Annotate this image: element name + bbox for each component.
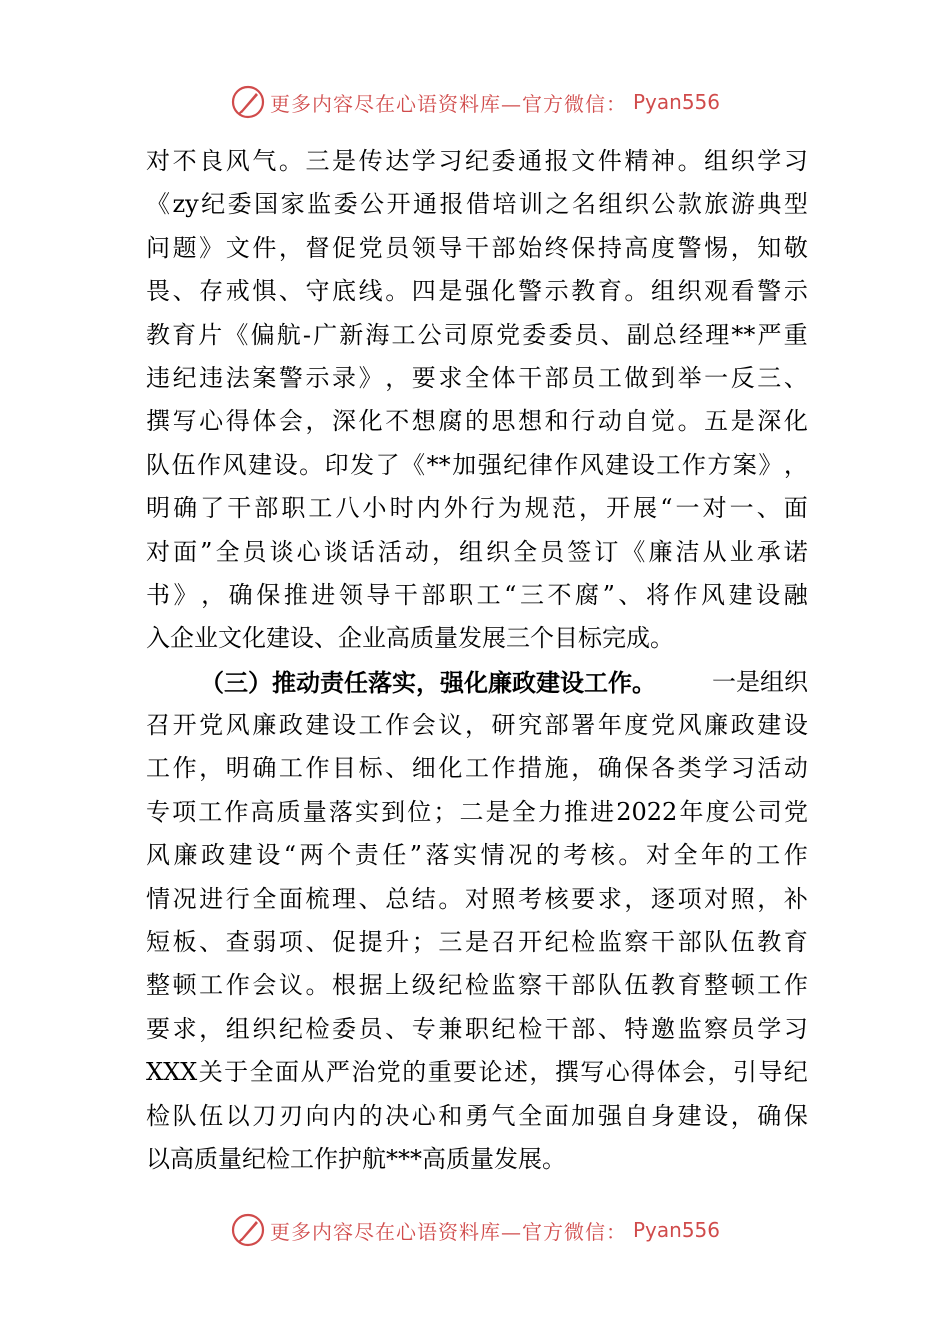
text-line: 风 廉 政 建 设 “ 两 个 责 任 ” 落 实 情 况 的 考 核 。 对 全 年 的 工 作 [146, 841, 808, 870]
section-heading-rest: 一是组织 [712, 667, 808, 696]
text-line: 短 板 、 查 弱 项 、 促 提 升 ； 三 是 召 开 纪 检 监 察 干 部 队 伍 教 育 [146, 928, 808, 957]
text-line: 要 求 ， 组 织 纪 检 委 员 、 专 兼 职 纪 检 干 部 、 特 邀 监 察 员 学 习 [146, 1014, 808, 1043]
watermark-text: 更多内容尽在心语资料库—官方微信： [269, 1219, 627, 1244]
text-line: 检 队 伍 以 刀 刃 向 内 的 决 心 和 勇 气 全 面 加 强 自 身 建 设 ， 确 保 [146, 1101, 808, 1130]
watermark-footer [0, 1210, 950, 1250]
text-line: 入企业文化建设、企业高质量发展三个目标完成。 [146, 624, 674, 653]
text-line: 召 开 党 风 廉 政 建 设 工 作 会 议 ， 研 究 部 署 年 度 党 风 廉 政 建 设 [146, 711, 808, 740]
text-line: 以高质量纪检工作护航***高质量发展。 [146, 1144, 566, 1173]
text-line: XXX 关 于 全 面 从 严 治 党 的 重 要 论 述 ， 撰 写 心 得 体 会 ， 引 导 纪 [146, 1058, 808, 1087]
text-line: 教 育 片 《 偏 航 - 广 新 海 工 公 司 原 党 委 委 员 、 副 总 经 理 ** 严 重 [146, 320, 808, 349]
watermark-text: 更多内容尽在心语资料库—官方微信： [269, 91, 627, 116]
text-line: 违 纪 违 法 案 警 示 录 》 ， 要 求 全 体 干 部 员 工 做 到 举 一 反 三 、 [146, 363, 808, 392]
text-line: 书 》 ， 确 保 推 进 领 导 干 部 职 工 “ 三 不 腐 ” 、 将 作 风 建 设 融 [146, 580, 808, 609]
watermark-wechat-id: Pyan556 [632, 1218, 720, 1242]
document-body [146, 140, 808, 1181]
watermark-header [0, 82, 950, 122]
quill-logo-icon [230, 84, 266, 120]
text-line: 情 况 进 行 全 面 梳 理 、 总 结 。 对 照 考 核 要 求 ， 逐 项 对 照 ， 补 [146, 884, 808, 913]
text-line: 撰 写 心 得 体 会 ， 深 化 不 想 腐 的 思 想 和 行 动 自 觉 。 五 是 深 化 [146, 407, 808, 436]
text-line: 工 作 ， 明 确 工 作 目 标 、 细 化 工 作 措 施 ， 确 保 各 类 学 习 活 动 [146, 754, 808, 783]
text-line: 队 伍 作 风 建 设 。 印 发 了 《 ** 加 强 纪 律 作 风 建 设 工 作 方 案 》 ， [146, 450, 808, 479]
text-line: 对 面 ” 全 员 谈 心 谈 话 活 动 ， 组 织 全 员 签 订 《 廉 洁 从 业 承 诺 [146, 537, 808, 566]
text-line: 整 顿 工 作 会 议 。 根 据 上 级 纪 检 监 察 干 部 队 伍 教 育 整 顿 工 作 [146, 971, 808, 1000]
text-line: 畏 、 存 戒 惧 、 守 底 线 。 四 是 强 化 警 示 教 育 。 组 织 观 看 警 示 [146, 277, 808, 306]
text-line: 明 确 了 干 部 职 工 八 小 时 内 外 行 为 规 范 ， 开 展 “ 一 对 一 、 面 [146, 494, 808, 523]
watermark-wechat-id: Pyan556 [632, 90, 720, 114]
quill-logo-icon [230, 1212, 266, 1248]
section-heading: （三）推动责任落实，强化廉政建设工作。 [200, 667, 656, 697]
text-line: 问 题 》 文 件 ， 督 促 党 员 领 导 干 部 始 终 保 持 高 度 警 惕 ， 知 敬 [146, 233, 808, 262]
text-line: 《 zy 纪 委 国 家 监 委 公 开 通 报 借 培 训 之 名 组 织 公 款 旅 游 典 型 [146, 190, 808, 219]
text-line: 专 项 工 作 高 质 量 落 实 到 位 ； 二 是 全 力 推 进 2022 年 度 公 司 党 [146, 797, 808, 826]
section-heading-line [146, 661, 808, 704]
text-line: 对 不 良 风 气 。 三 是 传 达 学 习 纪 委 通 报 文 件 精 神 。 组 织 学 习 [146, 147, 808, 175]
